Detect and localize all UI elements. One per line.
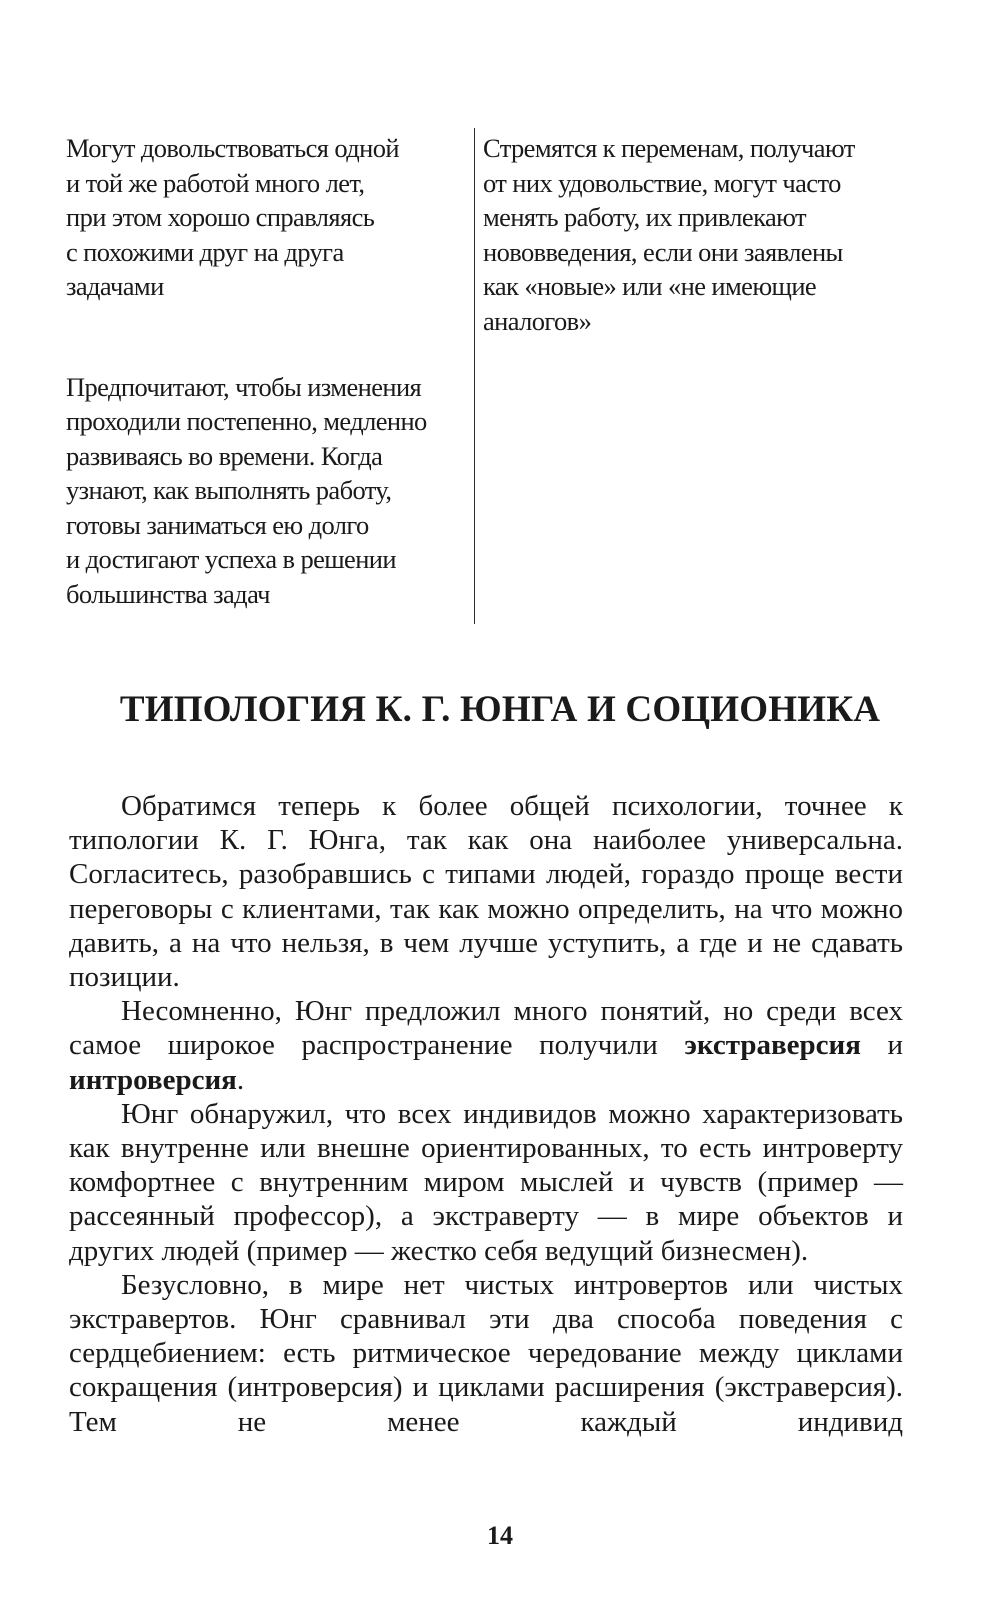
- comparison-table-left-column: [66, 131, 461, 611]
- comparison-table-right-column: [483, 131, 903, 338]
- term-introversion: интроверсия: [69, 1063, 237, 1096]
- paragraph-2: [69, 994, 903, 1097]
- paragraph-2-text-start: Несомненно, Юнг предложил много понятий, но среди всех самое широкое распространение получили: [69, 995, 903, 1062]
- paragraph-4: Безусловно, в мире нет чистых интровертов или чистых экстравертов. Юнг сравнивал эти два способа поведения с сердцебиением: есть ритмическое чередование между циклами сокращения (интроверсия) и циклами расширения (экстраверсия). Тем не менее каждый индивид: [69, 1268, 903, 1438]
- body-text: [69, 789, 903, 1439]
- table-column-divider: [474, 128, 475, 624]
- table-cell-left-1: Могут довольствоваться одной и той же работой много лет, при этом хорошо справляясь с похожими друг на друга задачами: [66, 133, 399, 301]
- paragraph-1: Обратимся теперь к более общей психологии, точнее к типологии К. Г. Юнга, так как она наиболее универсальна. Согласитесь, разобравшись с типами людей, гораздо проще вести переговоры с клиентами, так как можно определить, на что можно давить, а на что нельзя, в чем лучше уступить, а где и не сдавать позиции.: [69, 790, 903, 994]
- term-extraversion: экстраверсия: [684, 1029, 861, 1062]
- table-cell-left-2: Предпочитают, чтобы изменения проходили постепенно, медленно развиваясь во времени. Когда узнают, как выполнять работу, готовы заниматься ею долго и достигают успеха в решении большинства задач: [66, 371, 427, 609]
- page-number: 14: [487, 1521, 513, 1550]
- section-heading: ТИПОЛОГИЯ К. Г. ЮНГА И СОЦИОНИКА: [119, 689, 881, 730]
- paragraph-2-text-middle: и: [860, 1029, 903, 1062]
- paragraph-3: Юнг обнаружил, что всех индивидов можно характеризовать как внутренне или внешне ориентированных, то есть интроверту комфортнее с внутренним миром мыслей и чувств (пример — рассеянный профессор), а экстраверту — в мире объектов и других людей (пример — жестко себя ведущий бизнесмен).: [69, 1097, 903, 1267]
- table-cell-right-1: Стремятся к переменам, получают от них удовольствие, могут часто менять работу, их привлекают нововведения, если они заявлены как «новые» или «не имеющие аналогов»: [483, 133, 855, 336]
- paragraph-2-text-end: .: [236, 1063, 245, 1096]
